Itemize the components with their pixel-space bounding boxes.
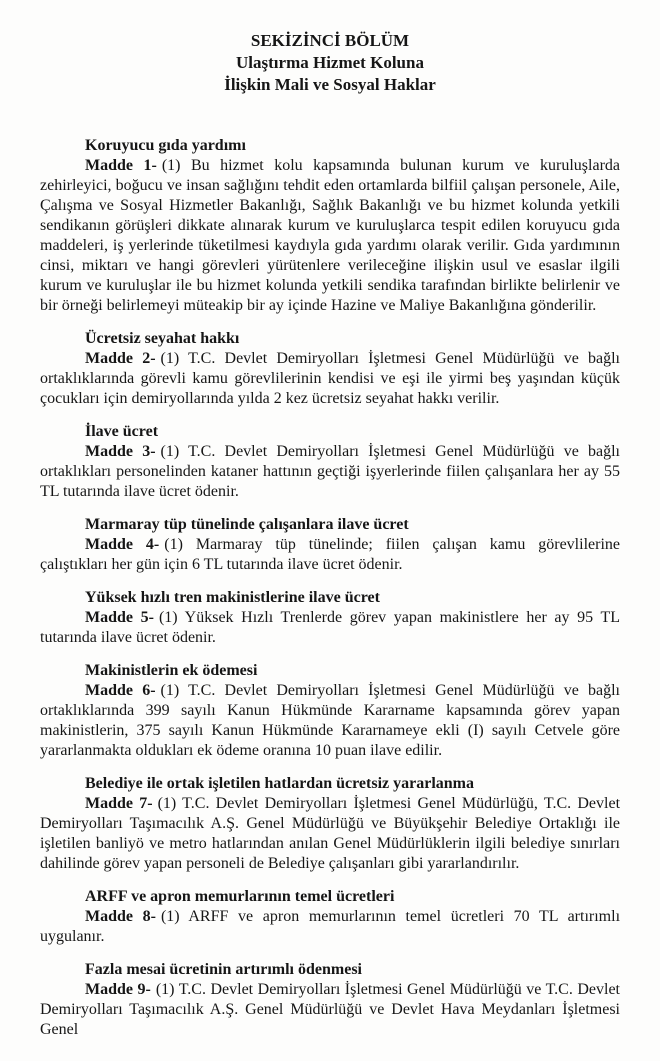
madde-label: Madde 4- — [85, 536, 160, 553]
section-heading: Ücretsiz seyahat hakkı — [85, 330, 240, 347]
madde-label: Madde 6- — [85, 682, 156, 699]
section-paragraph — [40, 535, 620, 575]
section-heading: İlave ücret — [85, 423, 159, 440]
section-paragraph — [40, 442, 620, 502]
section-body-text: (1) T.C. Devlet Demiryolları İşletmesi Genel Müdürlüğü ve T.C. Devlet Demiryolları Taşımacılık A.Ş. Genel Müdürlüğü ve Devlet Hava Meydanları İşletmesi Genel — [40, 981, 621, 1038]
section-body-text: (1) T.C. Devlet Demiryolları İşletmesi Genel Müdürlüğü ve bağlı ortaklıklarında görevli kamu görevlilerinin kendisi ve eşi ile yirmi beş yaşından küçük çocukları için demiryollarında yılda 2 kez ücretsiz seyahat hakkı verilir. — [40, 350, 620, 407]
section-body-text: (1) T.C. Devlet Demiryolları İşletmesi Genel Müdürlüğü ve bağlı ortaklıklarında 399 sayılı Kanun Hükmünde Kararname kapsamında görev yapan makinistlerin, 375 sayılı Kanun Hükmünde Kararnameye ekli (I) sayılı Cetvele göre yararlanmakta oldukları ek ödeme oranına 10 puan ilave edilir. — [40, 682, 620, 759]
section-heading: Koruyucu gıda yardımı — [85, 137, 246, 154]
section-body-text: (1) Bu hizmet kolu kapsamında bulunan kurum ve kuruluşlarda zehirleyici, boğucu ve insan sağlığını tehdit eden ortamlarda bilfiil çalışan personele, Aile, Çalışma ve Sosyal Hizmetler Bakanlığı, Sağlık Bakanlığı ve bu hizmet kolunda yetkili sendikanın görüşleri dikkate alınarak kurum ve kuruluşlarca tespit edilen koruyucu gıda maddeleri, iş yerlerinde tüketilmesi kaydıyla gıda yardımı olarak verilir. Gıda yardımının cinsi, miktarı ve hangi görevleri yürütenlere verileceğine ilişkin usul ve esaslar ilgili kurum ve kuruluşlar ile bu hizmet kolunda yetkili sendika tarafından birlikte belirlenir ve bir örneği belirlemeyi müteakip bir ay içinde Hazine ve Maliye Bakanlığına gönderilir. — [40, 157, 621, 314]
chapter-title — [40, 30, 620, 96]
madde-label: Madde 7- — [85, 795, 153, 812]
section-paragraph — [40, 907, 620, 947]
section-heading: Marmaray tüp tünelinde çalışanlara ilave ücret — [85, 516, 409, 533]
section-heading: Fazla mesai ücretinin artırımlı ödenmesi — [85, 961, 362, 978]
section-paragraph — [40, 156, 620, 316]
section-madde-1 — [40, 136, 620, 316]
section-madde-7 — [40, 774, 620, 874]
section-madde-9 — [40, 960, 620, 1040]
section-madde-3 — [40, 422, 620, 502]
section-body-text: (1) T.C. Devlet Demiryolları İşletmesi Genel Müdürlüğü ve bağlı ortaklıkları personelinden kataner hattının geçtiği işyerlerinde fiilen çalışanlara her ay 55 TL tutarında ilave ücret ödenir. — [40, 443, 620, 500]
section-body-text: (1) T.C. Devlet Demiryolları İşletmesi Genel Müdürlüğü, T.C. Devlet Demiryolları Taşımacılık A.Ş. Genel Müdürlüğü ve Büyükşehir Belediye Ortaklığı ile işletilen banliyö ve metro hatlarından anılan Genel Müdürlüklerin ilgili belediye sınırları dahilinde görev yapan personeli de Belediye çalışanları gibi yararlandırılır. — [40, 795, 621, 872]
section-paragraph — [40, 794, 620, 874]
section-paragraph — [40, 980, 620, 1040]
section-heading: ARFF ve apron memurlarının temel ücretleri — [85, 888, 395, 905]
chapter-title-line-1: SEKİZİNCİ BÖLÜM — [250, 31, 410, 50]
section-paragraph — [40, 608, 620, 648]
madde-label: Madde 3- — [85, 443, 156, 460]
section-paragraph — [40, 681, 620, 761]
section-paragraph — [40, 349, 620, 409]
section-body-text: (1) Yüksek Hızlı Trenlerde görev yapan makinistlere her ay 95 TL tutarında ilave ücret ödenir. — [40, 609, 621, 646]
sections-container — [40, 136, 620, 1040]
section-madde-5 — [40, 588, 620, 648]
madde-label: Madde 8- — [85, 908, 156, 925]
chapter-title-line-2: Ulaştırma Hizmet Koluna — [236, 53, 424, 72]
chapter-title-line-3: İlişkin Mali ve Sosyal Haklar — [224, 75, 436, 94]
madde-label: Madde 5- — [85, 609, 154, 626]
section-heading: Makinistlerin ek ödemesi — [85, 662, 258, 679]
madde-label: Madde 9- — [85, 981, 151, 998]
section-heading: Yüksek hızlı tren makinistlerine ilave ücret — [85, 589, 380, 606]
section-madde-6 — [40, 661, 620, 761]
section-madde-8 — [40, 887, 620, 947]
section-body-text: (1) Marmaray tüp tünelinde; fiilen çalışan kamu görevlilerine çalıştıkları her gün için 6 TL tutarında ilave ücret ödenir. — [40, 536, 620, 573]
section-madde-4 — [40, 515, 620, 575]
section-madde-2 — [40, 329, 620, 409]
section-body-text: (1) ARFF ve apron memurlarının temel ücretleri 70 TL artırımlı uygulanır. — [40, 908, 621, 945]
section-heading: Belediye ile ortak işletilen hatlardan ücretsiz yararlanma — [85, 775, 474, 792]
madde-label: Madde 1- — [85, 157, 157, 174]
madde-label: Madde 2- — [85, 350, 156, 367]
